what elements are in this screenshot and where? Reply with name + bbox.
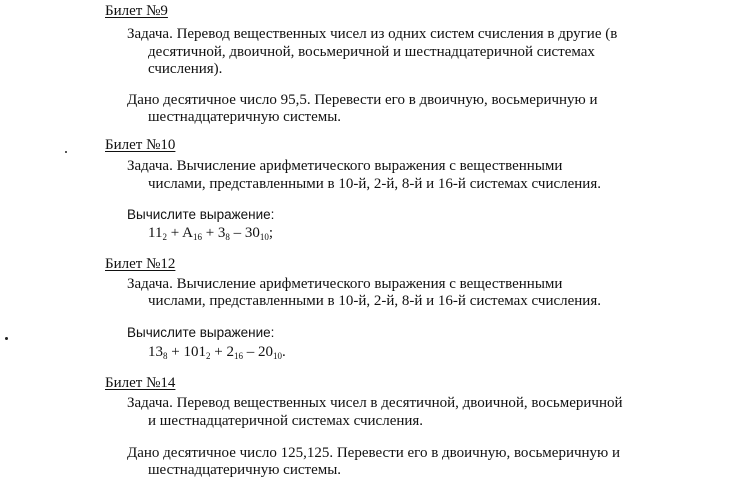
ticket-10-task-line-1: Задача. Вычисление арифметического выражения с вещественными <box>127 158 563 174</box>
ticket-10-title: Билет №10 <box>105 137 176 153</box>
ticket-10-compute-label: Вычислите выражение: <box>127 207 275 222</box>
ticket-9-task-line-1: Задача. Перевод вещественных чисел из одних систем счисления в другие (в <box>127 26 618 42</box>
expr-term: $101_2$ + <box>183 344 227 361</box>
ticket-9-given-line-1: Дано десятичное число 95,5. Перевести его в двоичную, восьмеричную и <box>127 92 598 108</box>
ticket-12-expression <box>148 343 286 361</box>
scan-speck <box>65 151 67 153</box>
ticket-14-given-line-1: Дано десятичное число 125,125. Перевести его в двоичную, восьмеричную и <box>127 445 621 461</box>
ticket-10-task-line-2: числами, представленными в 10-й, 2-й, 8-й и 16-й системах счисления. <box>148 176 601 192</box>
ticket-9-given-line-2: шестнадцатеричную системы. <box>148 109 342 125</box>
expr-term: $20_{10}$. <box>257 344 286 361</box>
ticket-9-task-line-3: счисления). <box>148 61 223 77</box>
ticket-12-task-line-2: числами, представленными в 10-й, 2-й, 8-й и 16-й системах счисления. <box>148 293 601 309</box>
ticket-12-compute-label: Вычислите выражение: <box>127 325 275 340</box>
expr-term: $3_8$ – <box>217 225 245 242</box>
expr-term: $A_{16}$ + <box>182 225 218 242</box>
scan-speck <box>5 337 8 340</box>
expr-term: $13_8$ + <box>148 344 184 361</box>
ticket-9-task-line-2: десятичной, двоичной, восьмеричной и шестнадцатеричной системах <box>148 44 595 60</box>
ticket-14-task-line-1: Задача. Перевод вещественных чисел в десятичной, двоичной, восьмеричной <box>127 395 623 411</box>
expr-term: $11_2$ + <box>148 225 183 242</box>
ticket-12-task-line-1: Задача. Вычисление арифметического выражения с вещественными <box>127 276 563 292</box>
ticket-12-title: Билет №12 <box>105 256 176 272</box>
ticket-14-given-line-2: шестнадцатеричную системы. <box>148 462 342 478</box>
ticket-10-expression <box>148 224 273 242</box>
ticket-14-title: Билет №14 <box>105 375 176 391</box>
ticket-9-title: Билет №9 <box>105 3 168 19</box>
expr-term: $2_{16}$ – <box>226 344 258 361</box>
expr-term: $30_{10}$; <box>244 225 274 242</box>
ticket-14-task-line-2: и шестнадцатеричной системах счисления. <box>148 413 424 429</box>
